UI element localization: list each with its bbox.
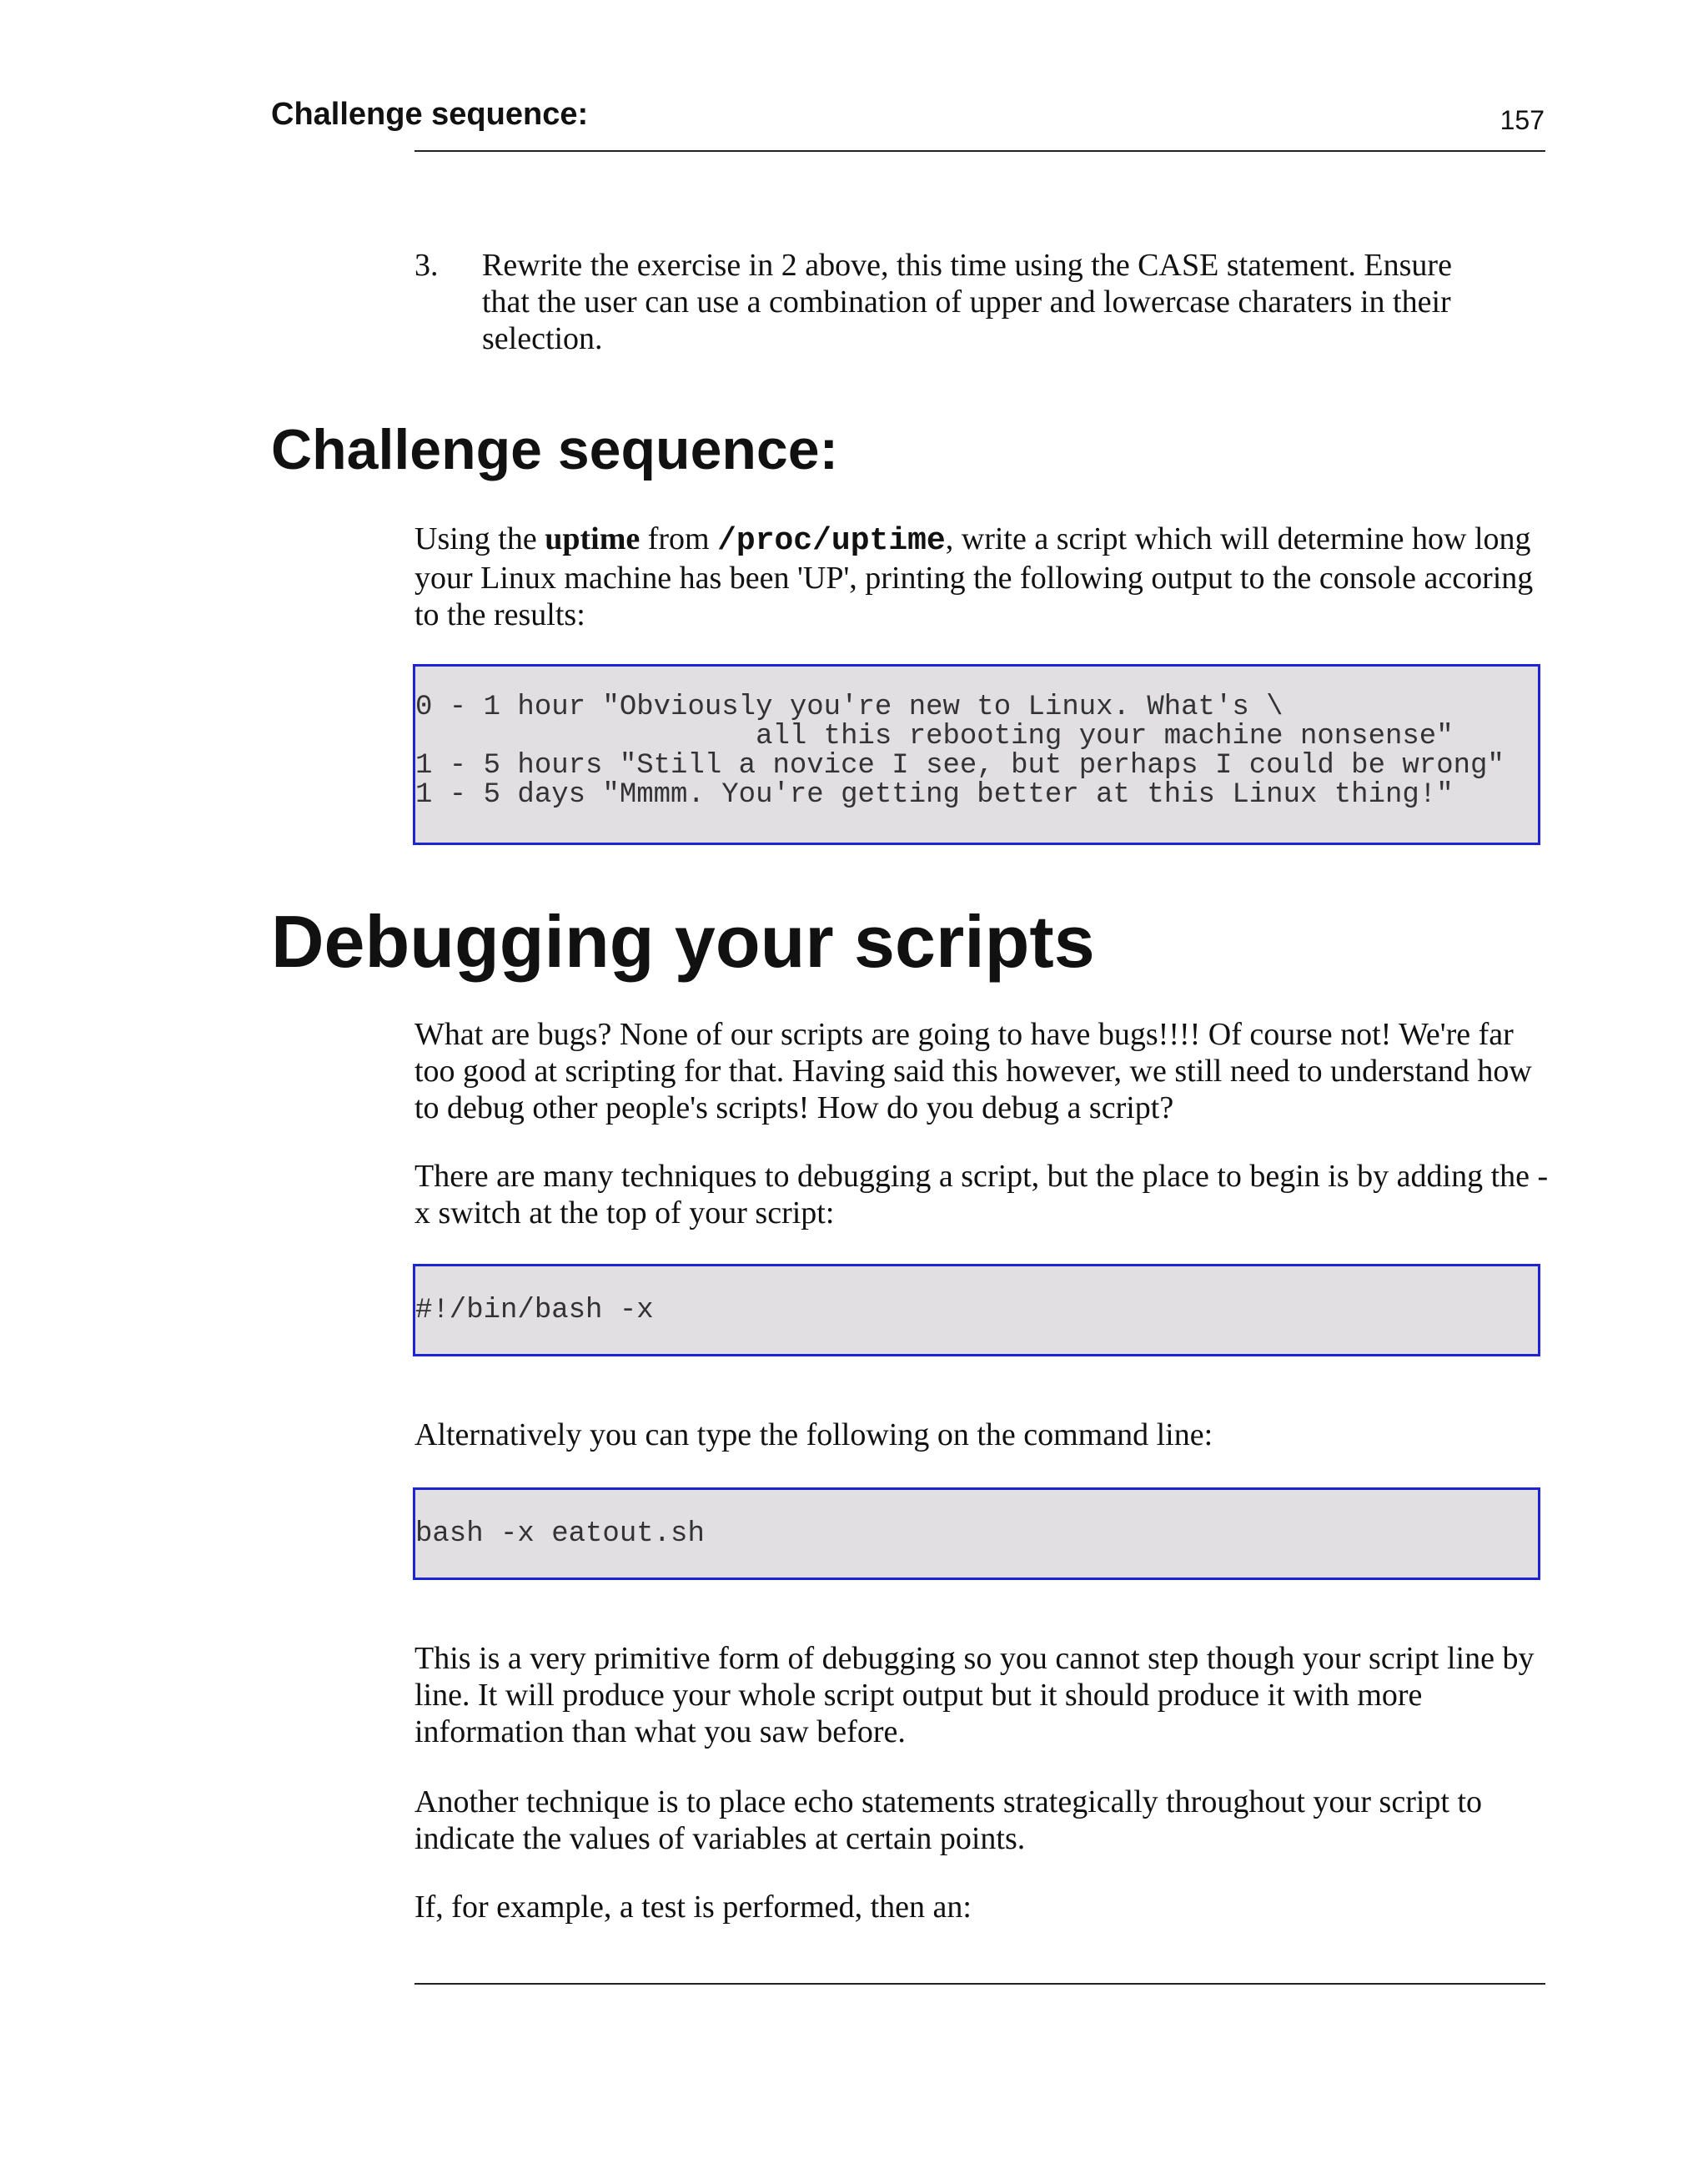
paragraph-command-line: Alternatively you can type the following on the command line:	[414, 1417, 1213, 1452]
header-rule	[414, 150, 1545, 152]
code-block-text: bash -x eatout.sh	[415, 1518, 705, 1550]
section-heading-debugging: Debugging your scripts	[271, 900, 1095, 983]
paragraph-echo-statements: Another technique is to place echo statements strategically throughout your script to indicate the values of variables at certain points.	[414, 1784, 1483, 1856]
list-item-text: Rewrite the exercise in 2 above, this time using the CASE statement. Ensure that the user can use a combination of upper and lowercase charaters in their selection.	[482, 248, 1452, 356]
command-line-code-block	[413, 1487, 1540, 1580]
uptime-output-code-block	[413, 664, 1540, 845]
list-item-number: 3.	[414, 248, 439, 283]
code-line: 0 - 1 hour "Obviously you're new to Linux. What's \	[415, 692, 1284, 723]
code-line: all this rebooting your machine nonsense"	[415, 721, 1454, 752]
paragraph-debug-techniques: There are many techniques to debugging a script, but the place to begin is by adding the -x switch at the top of your script:	[414, 1159, 1549, 1230]
intro-text-start: Using the	[414, 521, 545, 556]
intro-text-end: , write a script which will determine how long your Linux machine has been 'UP', printing the following output to the console accoring to the results:	[414, 521, 1534, 632]
section-heading-challenge: Challenge sequence:	[271, 418, 839, 481]
intro-text-mid: from	[640, 521, 718, 556]
code-line: 1 - 5 days "Mmmm. You're getting better at this Linux thing!"	[415, 779, 1454, 811]
page-number: 157	[1500, 105, 1545, 135]
shebang-code-block	[413, 1264, 1540, 1356]
paragraph-primitive-debugging: This is a very primitive form of debugging so you cannot step though your script line by line. It will produce your whole script output but it should produce it with more information than what you saw before.	[414, 1641, 1535, 1749]
numbered-list-item	[414, 247, 1545, 357]
intro-bold-term: uptime	[545, 521, 640, 556]
paragraph-what-are-bugs: What are bugs? None of our scripts are going to have bugs!!!! Of course not! We're far too good at scripting for that. Having said this however, we still need to understand how to debug other people's scripts! How do you debug a script?	[414, 1017, 1532, 1125]
footer-rule	[414, 1983, 1545, 1985]
paragraph-test-example: If, for example, a test is performed, then an:	[414, 1890, 972, 1925]
code-block-text	[415, 667, 1538, 810]
intro-code-path: /proc/uptime	[717, 523, 946, 559]
challenge-intro-paragraph	[414, 521, 1549, 633]
code-block-text: #!/bin/bash -x	[415, 1295, 654, 1326]
running-header: Challenge sequence:	[271, 97, 589, 132]
code-line: 1 - 5 hours "Still a novice I see, but perhaps I could be wrong"	[415, 750, 1505, 782]
